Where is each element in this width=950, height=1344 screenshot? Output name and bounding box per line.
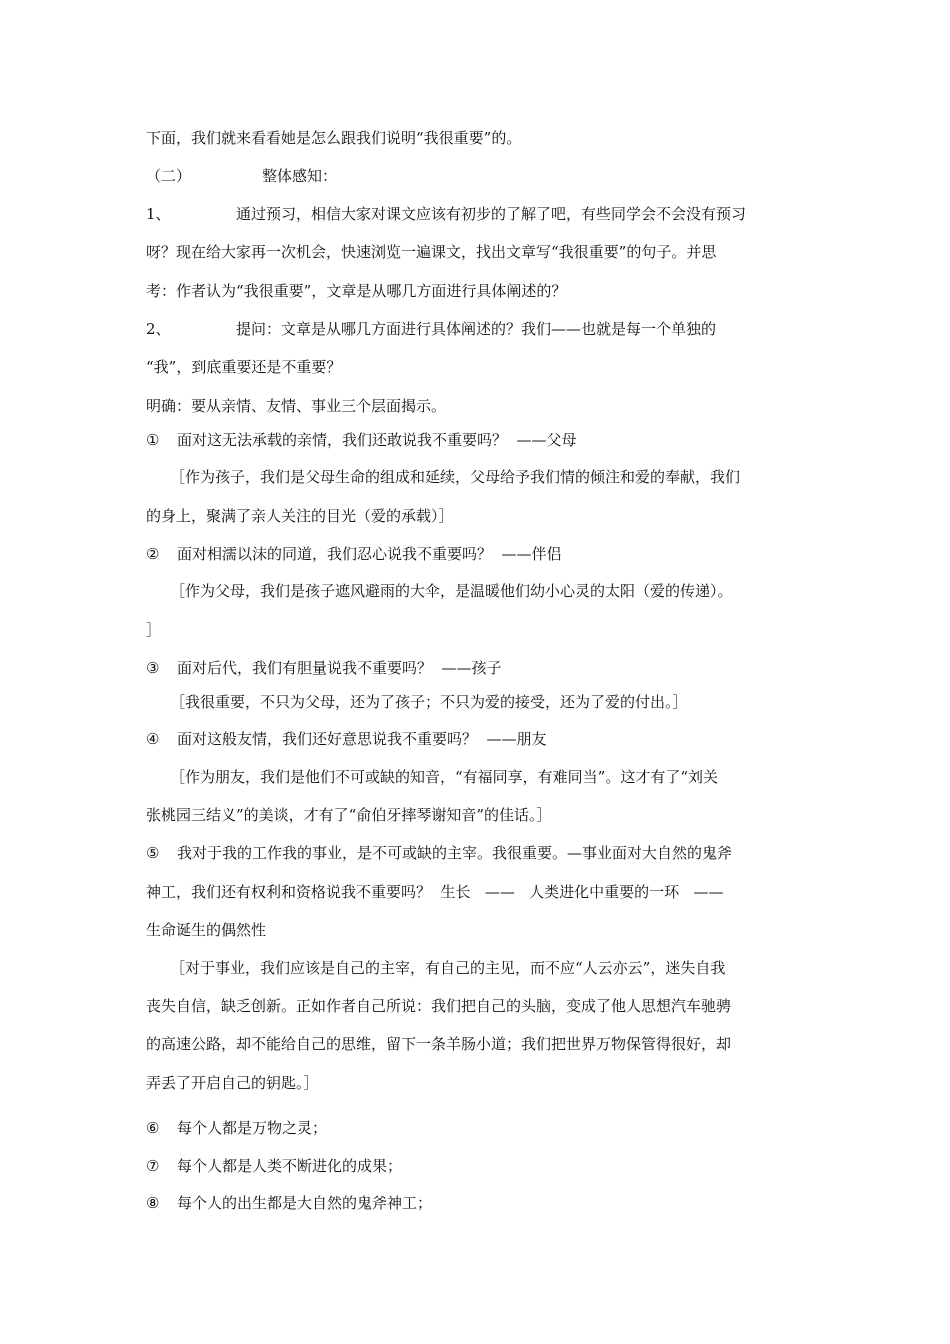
item-4 bbox=[146, 729, 547, 749]
item-5-note-line-4 bbox=[146, 1073, 319, 1093]
para-1-text: 通过预习，相信大家对课文应该有初步的了解了吧，有些同学会不会没有预习 bbox=[236, 205, 747, 223]
para-2-line-2 bbox=[146, 357, 341, 377]
item-5-marker: ⑤ bbox=[146, 844, 160, 862]
note-text: ［我很重要，不只为父母，还为了孩子；不只为爱的接受，还为了爱的付出。］ bbox=[170, 693, 688, 711]
item-5-note-line-1 bbox=[170, 958, 725, 978]
item-4-marker: ④ bbox=[146, 730, 160, 748]
para-1-text: 考：作者认为“我很重要”，文章是从哪几方面进行具体阐述的？ bbox=[146, 282, 567, 300]
para-1-line-2 bbox=[146, 242, 716, 262]
item-5-text: 生命诞生的偶然性 bbox=[146, 921, 267, 939]
item-5-note-line-3 bbox=[146, 1034, 731, 1054]
para-2-line-1 bbox=[146, 319, 716, 339]
item-1-note-line-1 bbox=[170, 467, 740, 487]
note-text: 丧失自信，缺乏创新。正如作者自己所说：我们把自己的头脑，变成了他人思想汽车驰骋 bbox=[146, 997, 732, 1015]
item-5-line-2 bbox=[146, 882, 723, 902]
intro-line bbox=[146, 128, 521, 148]
note-text: ［对于事业，我们应该是自己的主宰，有自己的主见，而不应“人云亦云”，迷失自我 bbox=[170, 959, 726, 977]
item-2-note-line-1 bbox=[170, 581, 733, 601]
para-1-number: 1、 bbox=[146, 205, 171, 223]
item-1 bbox=[146, 430, 577, 450]
item-1-note-line-2 bbox=[146, 506, 454, 526]
item-2 bbox=[146, 544, 562, 564]
item-7-text: 每个人都是人类不断进化的成果； bbox=[177, 1157, 403, 1175]
section-label: （二） bbox=[146, 167, 192, 185]
item-8-marker: ⑧ bbox=[146, 1194, 160, 1212]
item-6-text: 每个人都是万物之灵； bbox=[177, 1119, 328, 1137]
item-5-note-line-2 bbox=[146, 996, 731, 1016]
item-2-text: 面对相濡以沫的同道，我们忍心说我不重要吗？ ——伴侣 bbox=[177, 545, 562, 563]
para-1-line-3 bbox=[146, 281, 566, 301]
item-3-note-line-1 bbox=[170, 692, 688, 712]
note-text: ［作为孩子，我们是父母生命的组成和延续，父母给予我们情的倾注和爱的奉献，我们 bbox=[170, 468, 741, 486]
item-8-text: 每个人的出生都是大自然的鬼斧神工； bbox=[177, 1194, 433, 1212]
para-2-text: 提问：文章是从哪几方面进行具体阐述的？我们——也就是每一个单独的 bbox=[236, 320, 717, 338]
item-8 bbox=[146, 1193, 432, 1213]
item-3 bbox=[146, 658, 502, 678]
note-text: 的身上，聚满了亲人关注的目光（爱的承载）］ bbox=[146, 507, 454, 525]
note-text: 张桃园三结义”的美谈，才有了“俞伯牙摔琴谢知音”的佳话。］ bbox=[146, 806, 552, 824]
item-1-text: 面对这无法承载的亲情，我们还敢说我不重要吗？ ——父母 bbox=[177, 431, 577, 449]
item-4-text: 面对这般友情，我们还好意思说我不重要吗？ ——朋友 bbox=[177, 730, 547, 748]
item-5-line-3 bbox=[146, 920, 266, 940]
item-2-marker: ② bbox=[146, 545, 160, 563]
item-2-note-line-2 bbox=[146, 620, 161, 640]
clarify-text: 明确：要从亲情、友情、事业三个层面揭示。 bbox=[146, 397, 447, 415]
section-heading bbox=[146, 166, 337, 186]
note-text: 弄丢了开启自己的钥匙。］ bbox=[146, 1074, 319, 1092]
item-3-text: 面对后代，我们有胆量说我不重要吗？ ——孩子 bbox=[177, 659, 502, 677]
note-text: ］ bbox=[146, 621, 162, 639]
intro-text: 下面，我们就来看看她是怎么跟我们说明“我很重要”的。 bbox=[146, 129, 522, 147]
item-5-text: 我对于我的工作我的事业，是不可或缺的主宰。我很重要。—事业面对大自然的鬼斧 bbox=[177, 844, 733, 862]
item-7-marker: ⑦ bbox=[146, 1157, 160, 1175]
para-2-number: 2、 bbox=[146, 320, 171, 338]
item-7 bbox=[146, 1156, 402, 1176]
para-1-line-1 bbox=[146, 204, 746, 224]
note-text: ［作为父母，我们是孩子遮风避雨的大伞，是温暖他们幼小心灵的太阳（爱的传递）。 bbox=[170, 582, 733, 600]
note-text: 的高速公路，却不能给自己的思维，留下一条羊肠小道；我们把世界万物保管得很好，却 bbox=[146, 1035, 732, 1053]
clarify-line bbox=[146, 396, 446, 416]
item-5-line-1 bbox=[146, 843, 732, 863]
para-2-text: “我”，到底重要还是不重要？ bbox=[146, 358, 342, 376]
item-4-note-line-2 bbox=[146, 805, 552, 825]
item-6-marker: ⑥ bbox=[146, 1119, 160, 1137]
note-text: ［作为朋友，我们是他们不可或缺的知音，“有福同享，有难同当”。这才有了“刘关 bbox=[170, 768, 719, 786]
item-5-text: 神工，我们还有权利和资格说我不重要吗？ 生长 —— 人类进化中重要的一环 —— bbox=[146, 883, 724, 901]
item-1-marker: ① bbox=[146, 431, 160, 449]
para-1-text: 呀？现在给大家再一次机会，快速浏览一遍课文，找出文章写“我很重要”的句子。并思 bbox=[146, 243, 717, 261]
item-6 bbox=[146, 1118, 327, 1138]
section-title: 整体感知： bbox=[262, 167, 338, 185]
item-4-note-line-1 bbox=[170, 767, 718, 787]
item-3-marker: ③ bbox=[146, 659, 160, 677]
